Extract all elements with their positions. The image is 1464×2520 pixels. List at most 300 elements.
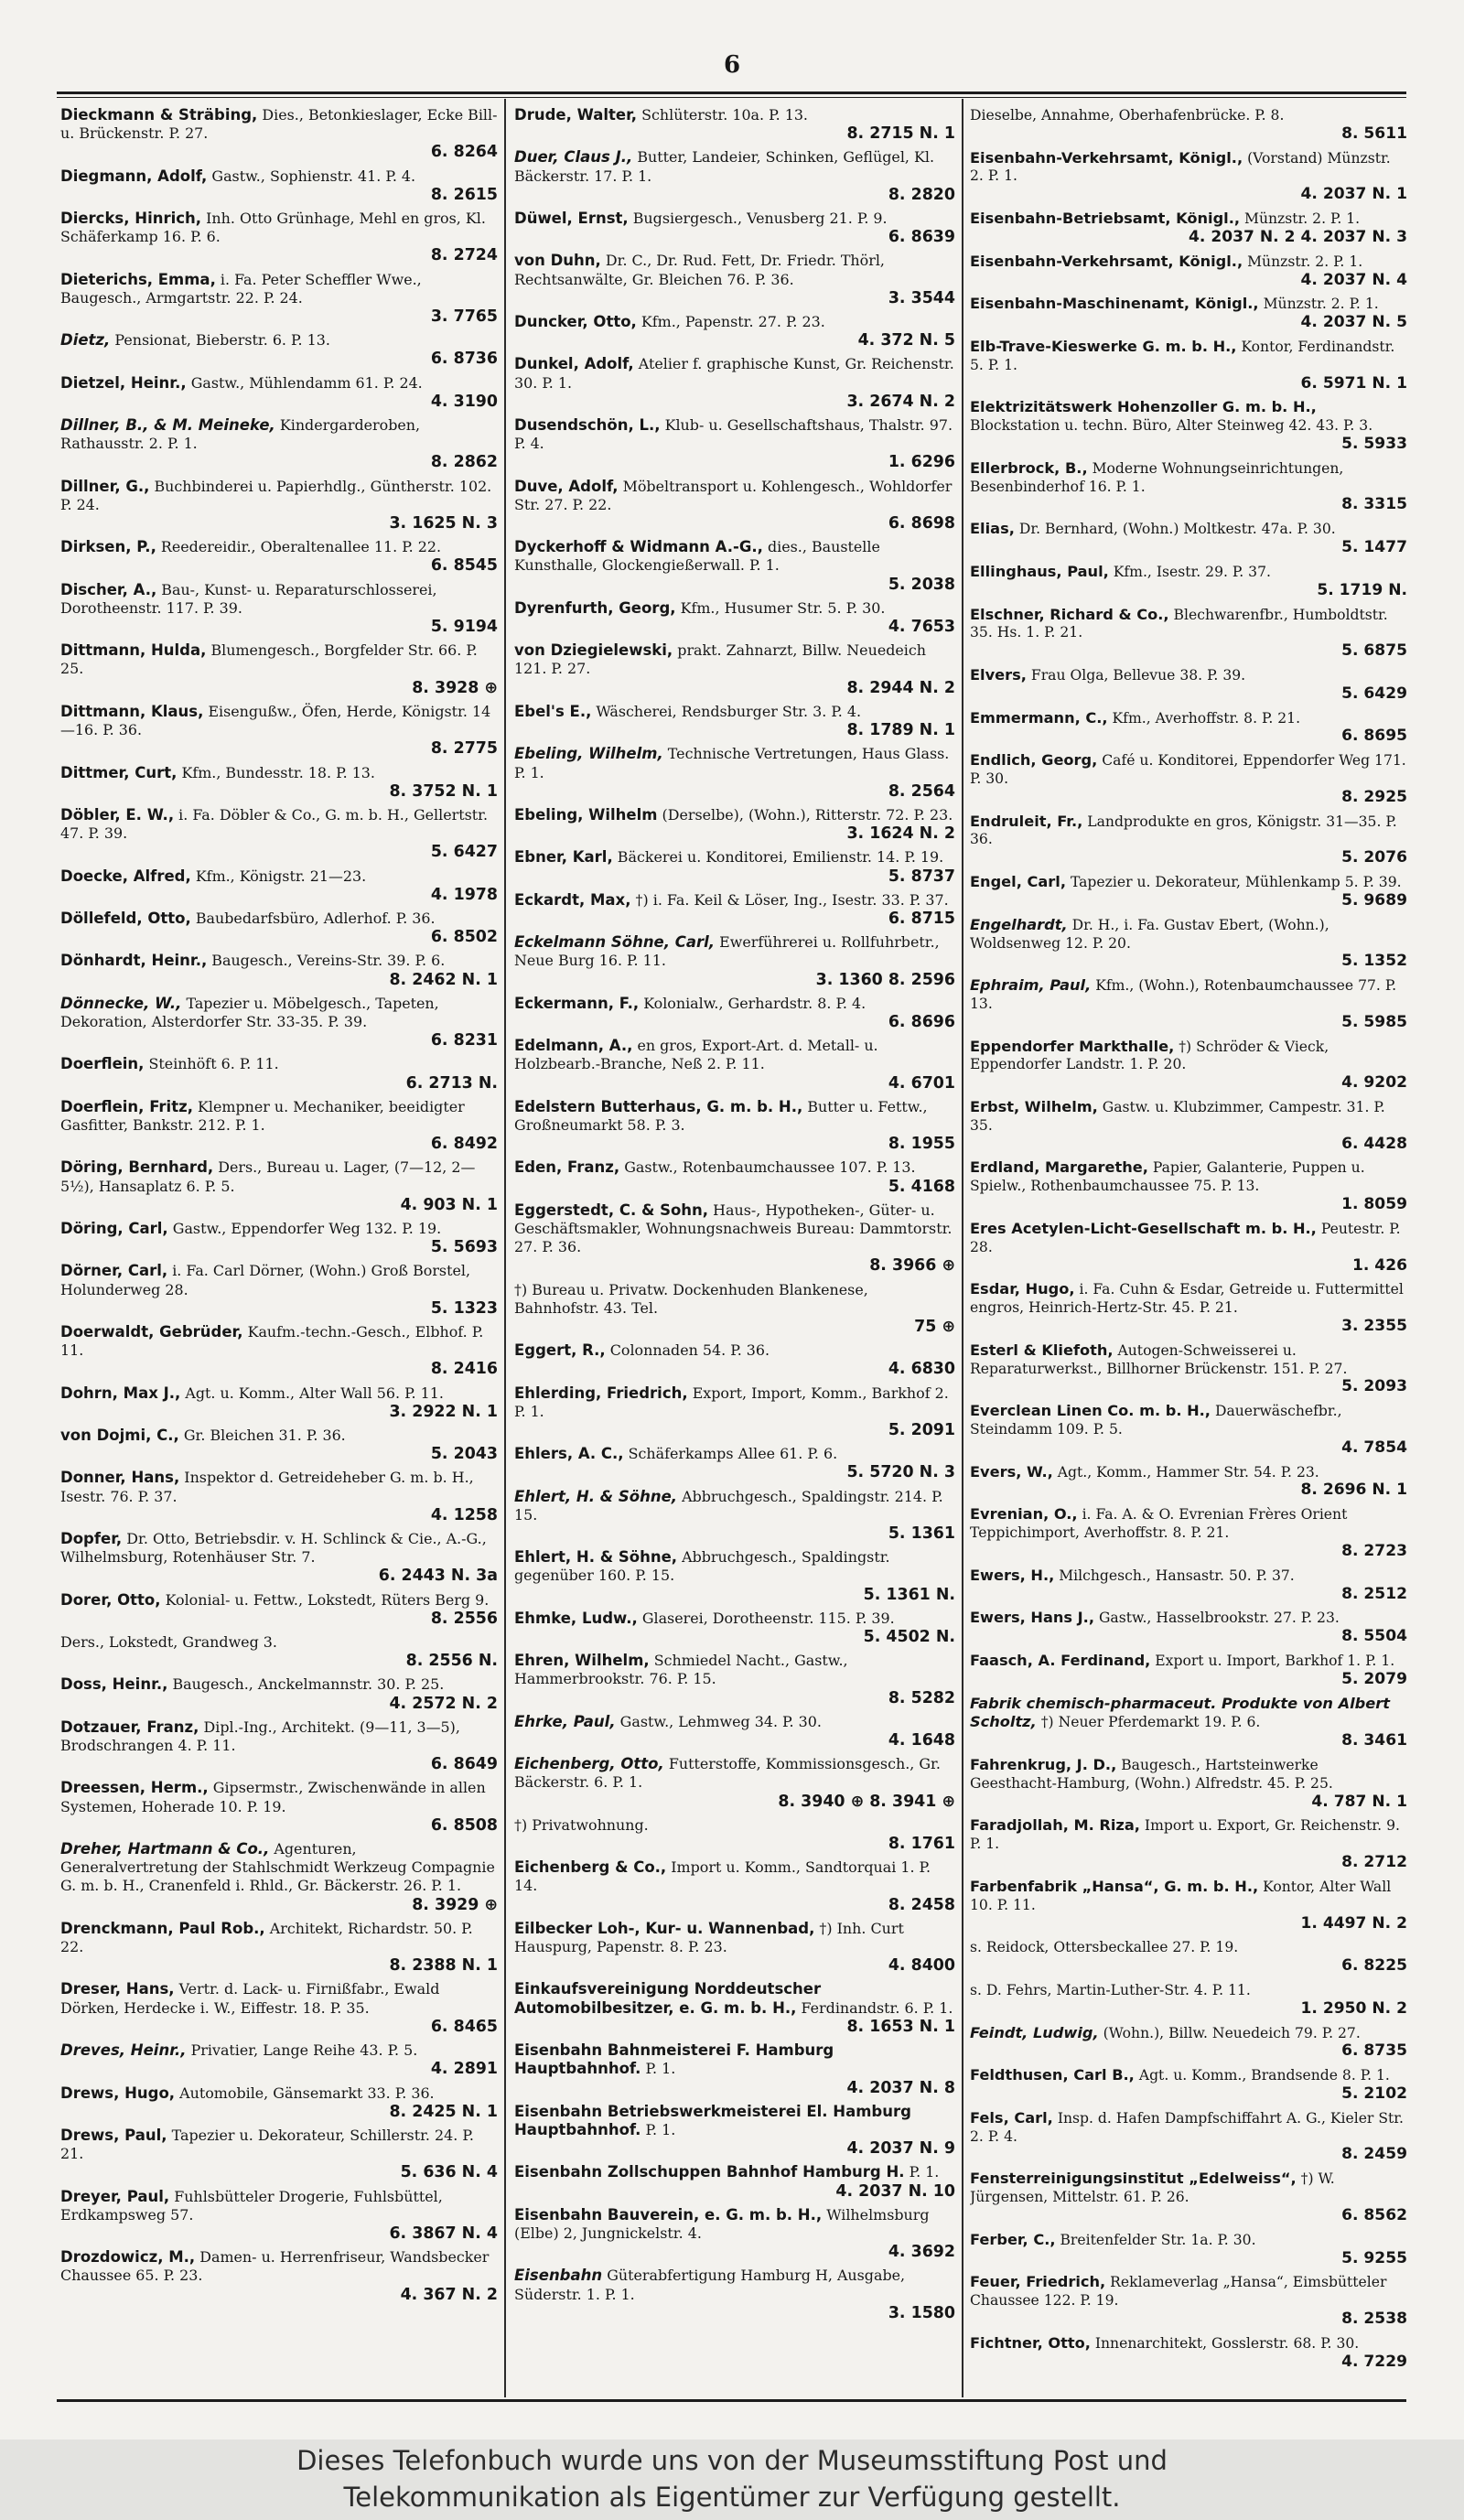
entry-detail: Baubedarfsbüro, Adlerhof. P. 36. (195, 909, 436, 927)
entry-name: von Duhn, (514, 252, 601, 270)
entry-detail: †) Neuer Pferdemarkt 19. P. 6. (1040, 1714, 1261, 1731)
entry-phone-number: 8. 2538 (1341, 2309, 1407, 2328)
directory-entry (60, 538, 498, 575)
directory-entry (970, 149, 1407, 204)
entry-phone-number: 8. 2425 N. 1 (389, 2102, 498, 2121)
entry-phone-number: 5. 1719 N. (1317, 580, 1407, 599)
entry-detail: Dauerwäschefbr., Steindamm 109. P. 5. (970, 1403, 1342, 1438)
entry-text (60, 581, 498, 618)
entry-text (970, 976, 1407, 1014)
entry-detail: Kolonialw., Gerhardstr. 8. P. 4. (643, 994, 867, 1012)
directory-entry (60, 2248, 498, 2304)
directory-entry (970, 813, 1407, 867)
directory-entry (514, 995, 955, 1031)
directory-entry (970, 2273, 1407, 2328)
directory-entry (514, 1755, 955, 1811)
entry-detail: Gastw., Rotenbaumchaussee 107. P. 13. (624, 1158, 916, 1177)
entry-phone-number: 5. 6875 (1341, 641, 1407, 661)
entry-text (514, 1384, 955, 1421)
entry-name: Ebel's E., (514, 702, 592, 720)
entry-phone-number: 6. 8508 (430, 1815, 498, 1835)
entry-phone-number: 3. 2922 N. 1 (389, 1402, 498, 1421)
entry-phone-number: 8. 2462 N. 1 (389, 970, 498, 989)
entry-phone-number: 4. 903 N. 1 (400, 1195, 498, 1214)
entry-text (60, 1427, 498, 1445)
entry-name: Dieckmann & Sträbing, (60, 106, 258, 124)
entry-text (60, 1384, 498, 1403)
directory-entry (514, 1037, 955, 1093)
entry-phone-number: 5. 5985 (1341, 1012, 1407, 1031)
entry-name: Ebeling, Wilhelm, (514, 745, 663, 763)
entry-phone-number: 5. 9689 (1341, 890, 1407, 910)
entry-name: Eisenbahn Bahnmeisterei F. Hamburg Hauptbahnhof. (514, 2041, 834, 2078)
entry-phone-number: 5. 2038 (888, 575, 955, 594)
directory-entry (60, 478, 498, 533)
entry-text (514, 806, 955, 824)
entry-name: Elb-Trave-Kieswerke G. m. b. H., (970, 337, 1237, 355)
entry-phone-number: 5. 9194 (430, 618, 498, 637)
directory-entry (970, 1220, 1407, 1275)
entry-phone-number: 8. 2862 (430, 453, 498, 472)
entry-name: Everclean Linen Co. m. b. H., (970, 1402, 1211, 1420)
entry-text (970, 1463, 1407, 1482)
entry-name: Dietzel, Heinr., (60, 373, 187, 392)
entry-detail: Kfm., Averhoffstr. 8. P. 21. (1112, 709, 1301, 727)
directory-entry (60, 106, 498, 162)
entry-name: von Dojmi, C., (60, 1427, 179, 1444)
entry-detail: †) Bureau u. Privatw. Dockenhuden Blankenese, Bahnhofstr. 43. Tel. (514, 1280, 868, 1317)
directory-entry (514, 1384, 955, 1440)
entry-detail: Gastw., Eppendorfer Weg 132. P. 19. (172, 1219, 442, 1237)
directory-entry (60, 1920, 498, 1976)
entry-phone-number: 8. 2459 (1341, 2145, 1407, 2164)
entry-phone-number: 8. 3315 (1341, 495, 1407, 514)
entry-phone-number: 8. 2388 N. 1 (389, 1956, 498, 1976)
entry-text (60, 1530, 498, 1567)
entry-phone-number: 4. 2891 (430, 2060, 498, 2079)
entry-phone-number: 4. 7653 (888, 618, 955, 637)
directory-entry (60, 2041, 498, 2078)
entry-name: Einkaufsvereinigung Norddeutscher Automobilbesitzer, e. G. m. b. H., (514, 1980, 822, 2017)
entry-text (60, 106, 498, 143)
entry-name: Dillner, G., (60, 477, 150, 495)
directory-entry (60, 1220, 498, 1256)
directory-entry (970, 253, 1407, 290)
entry-name: Doecke, Alfred, (60, 867, 191, 885)
entry-phone-number: 6. 2443 N. 3a (378, 1567, 498, 1586)
entry-text (514, 1652, 955, 1688)
entry-phone-number: 5. 1361 N. (863, 1585, 955, 1604)
entry-name: Esterl & Kliefoth, (970, 1341, 1114, 1359)
entry-text (60, 952, 498, 970)
entry-text (970, 916, 1407, 953)
entry-name: Donner, Hans, (60, 1469, 180, 1487)
directory-entry (514, 703, 955, 739)
entry-detail: Pensionat, Bieberstr. 6. P. 13. (114, 331, 330, 350)
directory-entry (970, 2066, 1407, 2104)
directory-entry (60, 1055, 498, 1092)
entry-phone-number: 6. 8545 (430, 556, 498, 576)
directory-entry (970, 709, 1407, 747)
entry-detail: Gastw., Lehmweg 34. P. 30. (619, 1712, 822, 1730)
column-divider (962, 99, 963, 2397)
entry-detail: Eisengußw., Öfen, Herde, Königstr. 14—16. P. 36. (60, 702, 491, 739)
page-number: 6 (723, 51, 741, 79)
entry-detail: Blockstation u. techn. Büro, Alter Steinweg 42. 43. P. 3. (970, 417, 1373, 435)
directory-entry (514, 1281, 955, 1337)
entry-text (970, 606, 1407, 643)
directory-entry (970, 210, 1407, 247)
entry-phone-number: 4. 372 N. 5 (857, 331, 955, 350)
directory-entry (514, 313, 955, 350)
entry-text (970, 666, 1407, 685)
entry-detail: Kaufm.-techn.-Gesch., Elbhof. P. 11. (60, 1322, 484, 1360)
entry-text (970, 1567, 1407, 1586)
entry-detail: Butter u. Fettw., Großneumarkt 58. P. 3. (514, 1097, 928, 1134)
entry-phone-number: 8. 2416 (430, 1360, 498, 1379)
entry-name: Dörner, Carl, (60, 1262, 168, 1280)
entry-phone-number: 4. 787 N. 1 (1311, 1792, 1407, 1811)
entry-name: Drews, Hugo, (60, 2084, 176, 2102)
entry-text (60, 1262, 498, 1298)
entry-name: Eppendorfer Markthalle, (970, 1037, 1175, 1055)
entry-name: Dreser, Hans, (60, 1980, 175, 1998)
entry-text (970, 253, 1407, 272)
entry-detail: Agt., Komm., Hammer Str. 54. P. 23. (1057, 1463, 1319, 1481)
entry-name: Dittmer, Curt, (60, 763, 178, 781)
entry-phone-number: 8. 1955 (888, 1135, 955, 1154)
entry-text (514, 210, 955, 228)
entry-phone-number: 8. 3752 N. 1 (389, 781, 498, 801)
entry-detail: Butter, Landeier, Schinken, Geflügel, Kl. Bäckerstr. 17. P. 1. (514, 148, 935, 185)
entry-detail: Gastw. u. Klubzimmer, Campestr. 31. P. 35. (970, 1099, 1385, 1134)
entry-name: Ehmke, Ludw., (514, 1609, 638, 1627)
directory-entry (970, 666, 1407, 704)
directory-entry (60, 1323, 498, 1379)
directory-entry (60, 1675, 498, 1712)
entry-detail: (Derselbe), (Wohn.), Ritterstr. 72. P. 23. (662, 805, 953, 824)
entry-detail: Ewerführerei u. Rollfuhrbetr., Neue Burg 16. P. 11. (514, 933, 940, 970)
directory-entry (514, 1610, 955, 1646)
entry-name: Eggert, R., (514, 1341, 606, 1360)
entry-name: Evers, W., (970, 1462, 1053, 1481)
entry-detail: Kfm., Papenstr. 27. P. 23. (640, 313, 825, 331)
entry-phone-number: 3. 2674 N. 2 (846, 392, 955, 411)
entry-phone-number: 4. 2572 N. 2 (389, 1694, 498, 1713)
entry-name: Dreessen, Herm., (60, 1779, 209, 1797)
directory-entry (514, 599, 955, 636)
directory-entry (514, 1816, 955, 1853)
directory-entry (60, 806, 498, 862)
entry-name: Dyckerhoff & Widmann A.-G., (514, 538, 763, 556)
directory-column-3 (970, 106, 1407, 2394)
entry-phone-number: 8. 2712 (1341, 1853, 1407, 1872)
entry-name: Eilbecker Loh-, Kur- u. Wannenbad, (514, 1919, 815, 1937)
entry-name: Fabrik chemisch-pharmaceut. Produkte von Albert Scholtz, (970, 1694, 1390, 1731)
directory-entry (970, 2170, 1407, 2224)
entry-detail: Abbruchgesch., Spaldingstr. 214. P. 15. (514, 1487, 943, 1524)
entry-detail: P. 1. (909, 2163, 940, 2181)
directory-entry (514, 1713, 955, 1750)
entry-detail: Ferdinandstr. 6. P. 1. (801, 1998, 953, 2017)
entry-phone-number: 3. 1624 N. 2 (846, 824, 955, 844)
directory-entry (970, 606, 1407, 661)
entry-phone-number: 8. 1789 N. 1 (846, 721, 955, 740)
directory-entry (970, 1038, 1407, 1093)
entry-detail: †) i. Fa. Keil & Löser, Ing., Isestr. 33. P. 37. (635, 890, 949, 909)
entry-text (970, 873, 1407, 892)
entry-name: Engel, Carl, (970, 873, 1066, 891)
entry-name: Feindt, Ludwig, (970, 2023, 1099, 2041)
entry-detail: Möbeltransport u. Kohlengesch., Wohldorfer Str. 27. P. 22. (514, 477, 953, 513)
entry-text (60, 2188, 498, 2224)
entry-detail: Kfm., Husumer Str. 5. P. 30. (680, 598, 886, 617)
entry-detail: Dieselbe, Annahme, Oberhafenbrücke. P. 8. (970, 107, 1285, 124)
entry-text (60, 1840, 498, 1896)
footer-notice-line-2: Telekommunikation als Eigentümer zur Verfügung gestellt. (343, 2482, 1121, 2513)
entry-text (514, 148, 955, 185)
entry-name: Erdland, Margarethe, (970, 1158, 1148, 1177)
entry-name: Drozdowicz, M., (60, 2248, 196, 2267)
entry-name: Dusendschön, L., (514, 416, 661, 435)
entry-name: Drews, Paul, (60, 2126, 167, 2144)
entry-detail: Ders., Bureau u. Lager, (7—12, 2—5½), Hansaplatz 6. P. 5. (60, 1158, 476, 1195)
directory-entry (514, 1341, 955, 1378)
entry-text (970, 1609, 1407, 1628)
directory-entry (514, 1548, 955, 1604)
entry-phone-number: 5. 2093 (1341, 1377, 1407, 1396)
entry-name: Fahrenkrug, J. D., (970, 1756, 1117, 1773)
directory-entry (514, 148, 955, 204)
entry-text (60, 331, 498, 350)
entry-text (60, 806, 498, 843)
entry-phone-number: 6. 8735 (1341, 2041, 1407, 2061)
entry-detail: Kontor, Alter Wall 10. P. 11. (970, 1878, 1392, 1913)
entry-detail: Bugsiergesch., Venusberg 21. P. 9. (632, 210, 888, 228)
entry-detail: Autogen-Schweisserei u. Reparaturwerkst., Billhorner Brückenstr. 151. P. 27. (970, 1341, 1348, 1377)
entry-detail: Technische Vertretungen, Haus Glass. P. 1. (514, 745, 950, 781)
entry-phone-number: 6. 8465 (430, 2017, 498, 2036)
entry-phone-number: 6. 8649 (430, 1755, 498, 1774)
entry-name: Dreher, Hartmann & Co., (60, 1840, 270, 1858)
entry-name: Eres Acetylen-Licht-Gesellschaft m. b. H., (970, 1219, 1317, 1237)
entry-name: Eckelmann Söhne, Carl, (514, 933, 716, 952)
entry-phone-number: 8. 2724 (430, 246, 498, 265)
entry-name: Dirksen, P., (60, 538, 156, 556)
entry-text (514, 1920, 955, 1956)
entry-text (60, 1718, 498, 1755)
entry-detail: Moderne Wohnungseinrichtungen, Besenbinderhof 16. P. 1. (970, 459, 1344, 495)
entry-name: Dietz, (60, 331, 111, 350)
entry-phone-number: 4. 1258 (430, 1505, 498, 1524)
entry-phone-number: 4. 7229 (1341, 2352, 1407, 2371)
entry-detail: Baugesch., Anckelmannstr. 30. P. 25. (172, 1675, 445, 1694)
entry-phone-number: 3. 1580 (888, 2303, 955, 2322)
entry-detail: Atelier f. graphische Kunst, Gr. Reichenstr. 30. P. 1. (514, 355, 954, 392)
entry-text (60, 1633, 498, 1652)
entry-phone-number: 5. 4502 N. (863, 1628, 955, 1647)
entry-detail: (Vorstand) Münzstr. 2. P. 1. (970, 149, 1391, 185)
entry-phone-number: 8. 3940 ⊕ 8. 3941 ⊕ (778, 1792, 955, 1811)
entry-name: Elektrizitätswerk Hohenzoller G. m. b. H., (970, 398, 1317, 416)
directory-entry (514, 1098, 955, 1154)
entry-detail: Wäscherei, Rendsburger Str. 3. P. 4. (596, 702, 862, 720)
entry-detail: Tapezier u. Möbelgesch., Tapeten, Dekoration, Alsterdorfer Str. 33-35. P. 39. (60, 994, 439, 1030)
entry-text (514, 1037, 955, 1073)
header-rule-thin (57, 97, 1406, 98)
entry-detail: i. Fa. Cuhn & Esdar, Getreide u. Futtermittel engros, Heinrich-Hertz-Str. 45. P. 21. (970, 1281, 1404, 1317)
entry-name: Duve, Adolf, (514, 477, 619, 495)
directory-entry (60, 2188, 498, 2244)
entry-phone-number: 8. 2556 N. (405, 1652, 498, 1671)
entry-phone-number: 8. 2556 (430, 1609, 498, 1628)
entry-phone-number: 8. 1653 N. 1 (846, 2017, 955, 2036)
entry-text (514, 891, 955, 910)
directory-entry (514, 745, 955, 801)
entry-phone-number: 5. 2102 (1341, 2084, 1407, 2103)
entry-phone-number: 1. 8059 (1341, 1195, 1407, 1214)
entry-phone-number: 4. 6701 (888, 1073, 955, 1093)
directory-entry (514, 478, 955, 533)
entry-text (60, 1098, 498, 1135)
entry-name: Eisenbahn-Verkehrsamt, Königl., (970, 252, 1243, 270)
entry-detail: Gastw., Mühlendamm 61. P. 24. (190, 373, 423, 392)
entry-phone-number: 6. 8492 (430, 1135, 498, 1154)
entry-detail: Glaserei, Dorotheenstr. 115. P. 39. (641, 1609, 895, 1627)
footer-notice-line-1: Dieses Telefonbuch wurde uns von der Museumsstiftung Post und (296, 2445, 1168, 2476)
entry-text (970, 1505, 1407, 1543)
entry-name: Eisenbahn-Verkehrsamt, Königl., (970, 148, 1243, 167)
directory-entry (514, 2206, 955, 2262)
entry-detail: i. Fa. A. & O. Evrenian Frères Orient Teppichimport, Averhoffstr. 8. P. 21. (970, 1506, 1348, 1542)
entry-detail: Gr. Bleichen 31. P. 36. (183, 1427, 346, 1444)
entry-detail: Architekt, Richardstr. 50. P. 22. (60, 1919, 473, 1956)
entry-phone-number: 4. 7854 (1341, 1438, 1407, 1457)
entry-name: Esdar, Hugo, (970, 1280, 1075, 1298)
entry-phone-number: 6. 2713 N. (405, 1073, 498, 1093)
entry-phone-number: 4. 3190 (430, 392, 498, 411)
entry-phone-number: 5. 1361 (888, 1524, 955, 1544)
entry-phone-number: 3. 1625 N. 3 (389, 514, 498, 533)
entry-text (60, 1779, 498, 1815)
entry-detail: s. D. Fehrs, Martin-Luther-Str. 4. P. 11. (970, 1981, 1251, 1998)
entry-name: Endlich, Georg, (970, 751, 1098, 770)
entry-text (514, 2267, 955, 2303)
entry-detail: Export u. Import, Barkhof 1. P. 1. (1155, 1652, 1395, 1669)
entry-name: Dillner, B., & M. Meineke, (60, 416, 275, 435)
directory-entry (60, 1530, 498, 1586)
entry-name: Eisenbahn-Betriebsamt, Königl., (970, 210, 1241, 228)
entry-phone-number: 3. 7765 (430, 307, 498, 327)
directory-entry (970, 976, 1407, 1031)
entry-phone-number: 5. 5933 (1341, 435, 1407, 453)
entry-phone-number: 3. 3544 (888, 288, 955, 307)
entry-detail: (Wohn.), Billw. Neuedeich 79. P. 27. (1103, 2024, 1361, 2041)
entry-text (60, 1469, 498, 1505)
entry-phone-number: 8. 3928 ⊕ (412, 678, 498, 697)
entry-text (60, 271, 498, 307)
entry-phone-number: 4. 8400 (888, 1956, 955, 1976)
entry-phone-number: 5. 9255 (1341, 2248, 1407, 2267)
entry-detail: P. 1. (645, 2060, 676, 2078)
entry-name: Eisenbahn Bauverein, e. G. m. b. H., (514, 2205, 823, 2224)
entry-name: Emmermann, C., (970, 708, 1108, 727)
directory-entry (970, 1816, 1407, 1871)
entry-text (970, 1341, 1407, 1379)
directory-entry (970, 916, 1407, 971)
entry-text (60, 538, 498, 556)
entry-name: Eckardt, Max, (514, 890, 631, 909)
entry-detail: Agenturen, Generalvertretung der Stahlschmidt Werkzeug Compagnie G. m. b. H., Cranenfeld i. Rhld., Gr. Bäckerstr. 26. P. 1. (60, 1840, 495, 1895)
entry-phone-number: 8. 2925 (1341, 787, 1407, 806)
entry-text (970, 2273, 1407, 2310)
entry-text (60, 764, 498, 782)
entry-detail: Kolonial- u. Fettw., Lokstedt, Rüters Berg 9. (165, 1590, 490, 1609)
entry-name: Farbenfabrik „Hansa“, G. m. b. H., (970, 1877, 1259, 1895)
entry-text (970, 1158, 1407, 1196)
directory-entry (60, 764, 498, 801)
directory-entry (514, 1158, 955, 1195)
entry-text (970, 1695, 1407, 1733)
entry-name: Dohrn, Max J., (60, 1384, 181, 1402)
entry-text (514, 1858, 955, 1895)
entry-name: Dieterichs, Emma, (60, 270, 216, 288)
entry-phone-number: 8. 2615 (430, 185, 498, 204)
directory-entry (60, 995, 498, 1050)
entry-detail: Gipsermstr., Zwischenwände in allen Systemen, Hoherade 10. P. 19. (60, 1779, 486, 1815)
entry-name: Elias, (970, 520, 1015, 538)
entry-name: Eichenberg, Otto, (514, 1755, 664, 1773)
entry-text (970, 1878, 1407, 1915)
entry-detail: Tapezier u. Dekorateur, Schillerstr. 24. P. 21. (60, 2126, 474, 2163)
entry-detail: Kfm., Bundesstr. 18. P. 13. (181, 763, 375, 781)
entry-detail: Haus-, Hypotheken-, Güter- u. Geschäftsmakler, Wohnungsnachweis Bureau: Dammtorstr. 27. P. 36. (514, 1201, 953, 1256)
entry-text (970, 398, 1407, 436)
entry-detail: Dr. Otto, Betriebsdir. v. H. Schlinck & Cie., A.-G., Wilhelmsburg, Rotenhäuser Str. 7. (60, 1530, 487, 1567)
entry-text (970, 1652, 1407, 1671)
entry-detail: Dr. Bernhard, (Wohn.) Moltkestr. 47a. P. 30. (1018, 521, 1336, 538)
entry-phone-number: 6. 4428 (1341, 1134, 1407, 1153)
entry-name: Eisenbahn (514, 2267, 603, 2285)
directory-entry (514, 252, 955, 307)
entry-detail: Blumengesch., Borgfelder Str. 66. P. 25. (60, 641, 478, 678)
entry-phone-number: 5. 6427 (430, 843, 498, 862)
entry-phone-number: 6. 8264 (430, 143, 498, 162)
directory-entry (970, 2109, 1407, 2164)
entry-text (514, 1488, 955, 1524)
directory-entry (970, 1567, 1407, 1604)
entry-text (514, 538, 955, 575)
directory-entry (60, 1384, 498, 1421)
entry-text (970, 1038, 1407, 1075)
entry-text (970, 520, 1407, 539)
entry-detail: Dies., Betonkieslager, Ecke Bill- u. Brückenstr. P. 27. (60, 106, 498, 143)
entry-name: Dreyer, Paul, (60, 2187, 170, 2205)
entry-name: Dopfer, (60, 1530, 123, 1548)
directory-entry (514, 2267, 955, 2322)
entry-name: Feuer, Friedrich, (970, 2273, 1106, 2291)
entry-phone-number: 1. 426 (1351, 1255, 1407, 1275)
entry-name: Ewers, Hans J., (970, 1609, 1094, 1627)
entry-phone-number: 6. 8231 (430, 1031, 498, 1050)
entry-name: Ehlert, H. & Söhne, (514, 1487, 678, 1505)
entry-text (970, 2231, 1407, 2250)
entry-phone-number: 8. 3461 (1341, 1731, 1407, 1750)
entry-name: Eisenbahn Zollschuppen Bahnhof Hamburg H. (514, 2163, 905, 2181)
directory-entry (514, 1858, 955, 1914)
entry-detail: Vertr. d. Lack- u. Firnißfabr., Ewald Dörken, Herdecke i. W., Eiffestr. 18. P. 35. (60, 1980, 440, 2017)
entry-phone-number: 4. 2037 N. 9 (846, 2139, 955, 2159)
